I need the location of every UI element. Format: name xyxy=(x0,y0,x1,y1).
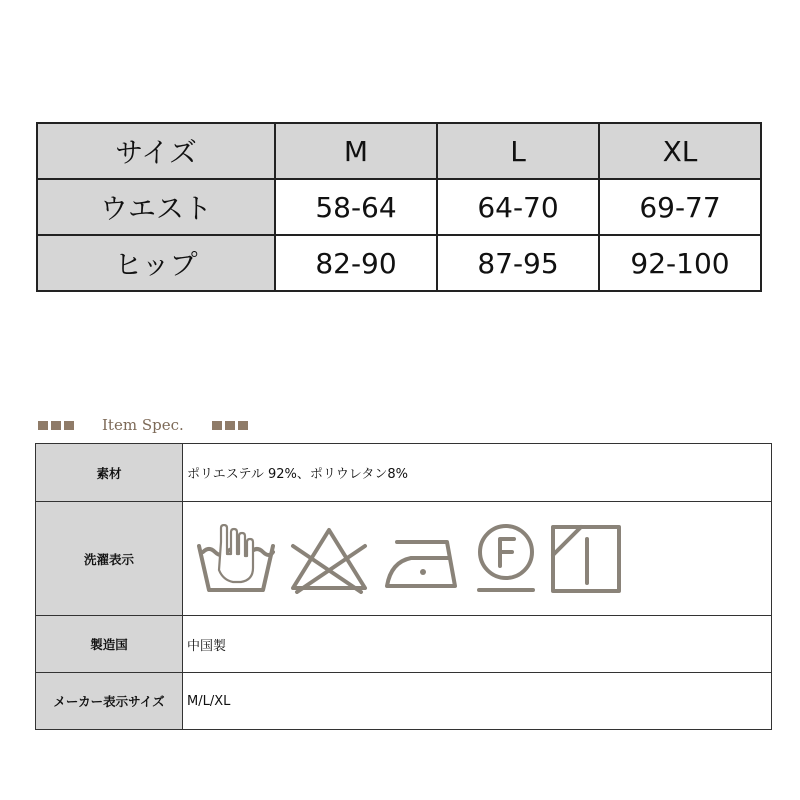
size-header-row xyxy=(37,123,761,179)
care-label: 洗濯表示 xyxy=(36,502,183,616)
hip-label: ヒップ xyxy=(37,235,275,291)
origin-value: 中国製 xyxy=(183,616,772,673)
waist-xl: 69-77 xyxy=(599,179,761,235)
origin-label: 製造国 xyxy=(36,616,183,673)
care-icons xyxy=(187,502,771,615)
iron-low-icon xyxy=(383,524,463,594)
hand-wash-icon xyxy=(197,524,275,594)
line-dry-shade-icon xyxy=(549,523,623,595)
spec-table xyxy=(35,443,772,730)
no-bleach-icon xyxy=(287,524,371,594)
waist-m: 58-64 xyxy=(275,179,437,235)
size-header-l: L xyxy=(437,123,599,179)
spec-row-maker-size xyxy=(36,673,772,730)
material-value: ポリエステル 92%、ポリウレタン8% xyxy=(183,444,772,502)
hip-l: 87-95 xyxy=(437,235,599,291)
hip-row xyxy=(37,235,761,291)
spec-row-origin xyxy=(36,616,772,673)
maker-size-label: メーカー表示サイズ xyxy=(36,673,183,730)
heading-dots-left xyxy=(38,421,74,430)
dry-clean-f-icon xyxy=(475,522,537,596)
hip-xl: 92-100 xyxy=(599,235,761,291)
waist-row xyxy=(37,179,761,235)
maker-size-value: M/L/XL xyxy=(183,673,772,730)
size-table xyxy=(36,122,762,292)
material-label: 素材 xyxy=(36,444,183,502)
waist-label: ウエスト xyxy=(37,179,275,235)
spec-row-material xyxy=(36,444,772,502)
size-header-xl: XL xyxy=(599,123,761,179)
size-header-m: M xyxy=(275,123,437,179)
spec-row-care xyxy=(36,502,772,616)
care-icons-cell xyxy=(183,502,772,616)
heading-dots-right xyxy=(212,421,248,430)
size-header-label: サイズ xyxy=(37,123,275,179)
waist-l: 64-70 xyxy=(437,179,599,235)
item-spec-title: Item Spec. xyxy=(102,416,184,434)
item-spec-heading xyxy=(38,414,248,436)
hip-m: 82-90 xyxy=(275,235,437,291)
